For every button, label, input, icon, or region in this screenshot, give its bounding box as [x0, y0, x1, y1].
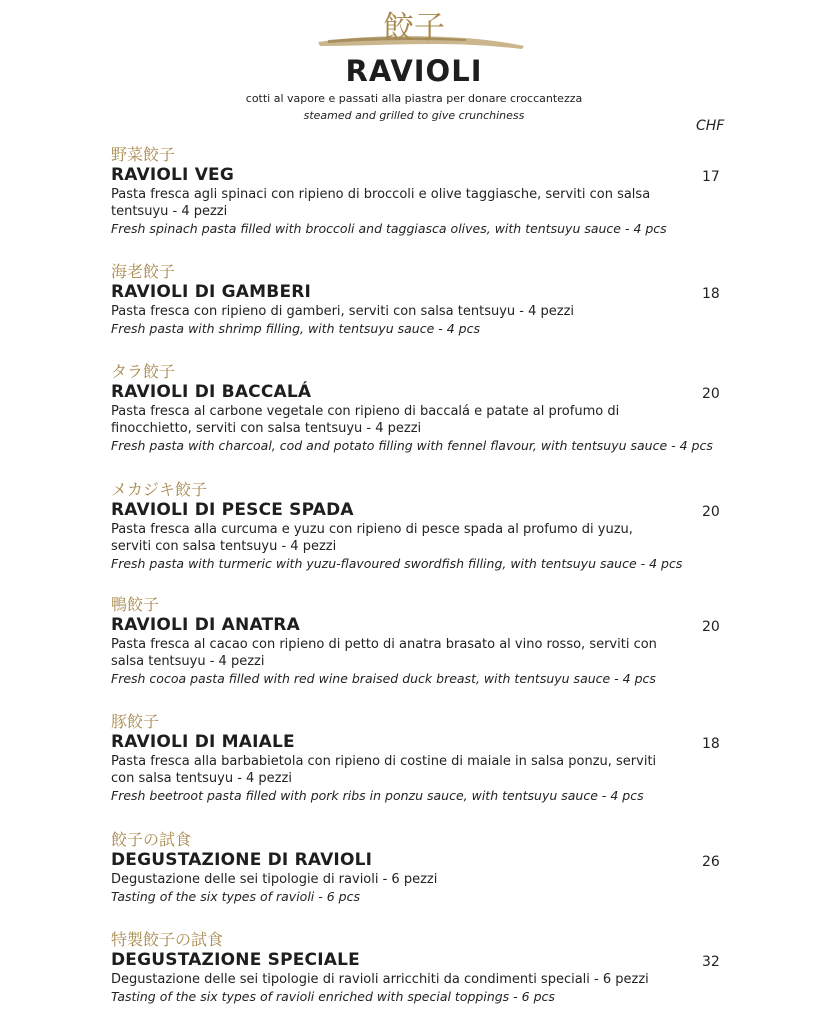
menu-item [111, 712, 731, 804]
item-name: RAVIOLI DI GAMBERI [111, 282, 312, 302]
page-title: RAVIOLI [345, 54, 483, 88]
item-japanese-name: 野菜餃子 [111, 145, 176, 164]
item-description-english: Fresh pasta with shrimp filling, with tentsuyu sauce - 4 pcs [111, 321, 480, 336]
item-japanese-name: 特製餃子の試食 [111, 930, 224, 949]
menu-item [111, 362, 731, 454]
item-name: RAVIOLI DI BACCALÁ [111, 382, 312, 402]
item-name: RAVIOLI VEG [111, 165, 235, 185]
item-japanese-name: 海老餃子 [111, 262, 176, 281]
item-description-english: Fresh cocoa pasta filled with red wine braised duck breast, with tentsuyu sauce - 4 pcs [111, 671, 656, 686]
item-description-italian: Pasta fresca al carbone vegetale con ripieno di baccalá e patate al profumo di finocchietto, serviti con salsa tentsuyu - 4 pezzi [111, 404, 620, 436]
currency-label: CHF [696, 118, 725, 134]
item-japanese-name: メカジキ餃子 [111, 480, 208, 499]
menu-item [111, 595, 731, 687]
item-price: 17 [702, 169, 720, 185]
item-price: 20 [702, 386, 720, 402]
subtitle-italian: cotti al vapore e passati alla piastra per donare croccantezza [245, 92, 583, 105]
item-price: 32 [702, 954, 720, 970]
subtitle-english: steamed and grilled to give crunchiness [303, 109, 525, 122]
item-price: 20 [702, 619, 720, 635]
item-description-english: Tasting of the six types of ravioli enriched with special toppings - 6 pcs [111, 989, 555, 1004]
item-japanese-name: 餃子の試食 [111, 830, 192, 849]
item-name: RAVIOLI DI MAIALE [111, 732, 295, 752]
item-japanese-name: 豚餃子 [111, 712, 160, 731]
menu-header [0, 0, 828, 130]
menu-item [111, 145, 731, 237]
menu-item [111, 930, 731, 1005]
item-name: RAVIOLI DI ANATRA [111, 615, 300, 635]
item-japanese-name: タラ餃子 [111, 362, 176, 381]
item-name: RAVIOLI DI PESCE SPADA [111, 500, 354, 520]
item-description-english: Fresh pasta with charcoal, cod and potato filling with fennel flavour, with tentsuyu sauce - 4 pcs [111, 438, 713, 453]
item-description-italian: Degustazione delle sei tipologie di ravioli - 6 pezzi [111, 872, 438, 887]
item-name: DEGUSTAZIONE DI RAVIOLI [111, 850, 373, 870]
item-description-italian: Pasta fresca alla curcuma e yuzu con ripieno di pesce spada al profumo di yuzu, serviti con salsa tentsuyu - 4 pezzi [111, 522, 633, 554]
item-price: 18 [702, 736, 720, 752]
item-japanese-name: 鴨餃子 [111, 595, 160, 614]
item-price: 20 [702, 504, 720, 520]
item-description-english: Fresh pasta with turmeric with yuzu-flavoured swordfish filling, with tentsuyu sauce - 4 pcs [111, 556, 683, 571]
item-name: DEGUSTAZIONE SPECIALE [111, 950, 360, 970]
item-description-english: Tasting of the six types of ravioli - 6 pcs [111, 889, 360, 904]
item-description-italian: Pasta fresca alla barbabietola con ripieno di costine di maiale in salsa ponzu, serviti con salsa tentsuyu - 4 pezzi [111, 754, 657, 786]
menu-item [111, 262, 731, 337]
item-description-english: Fresh spinach pasta filled with broccoli and taggiasca olives, with tentsuyu sauce - 4 pcs [111, 221, 667, 236]
item-description-italian: Pasta fresca al cacao con ripieno di petto di anatra brasato al vino rosso, serviti con salsa tentsuyu - 4 pezzi [111, 637, 657, 669]
japanese-title: 餃子 [383, 10, 445, 46]
item-price: 26 [702, 854, 720, 870]
menu-item [111, 480, 731, 572]
item-description-italian: Degustazione delle sei tipologie di ravioli arricchiti da condimenti speciali - 6 pezzi [111, 972, 649, 987]
item-description-italian: Pasta fresca agli spinaci con ripieno di broccoli e olive taggiasche, serviti con salsa tentsuyu - 4 pezzi [111, 187, 651, 219]
item-description-english: Fresh beetroot pasta filled with pork ribs in ponzu sauce, with tentsuyu sauce - 4 pcs [111, 788, 644, 803]
item-price: 18 [702, 286, 720, 302]
item-description-italian: Pasta fresca con ripieno di gamberi, serviti con salsa tentsuyu - 4 pezzi [111, 304, 575, 319]
menu-item [111, 830, 731, 905]
